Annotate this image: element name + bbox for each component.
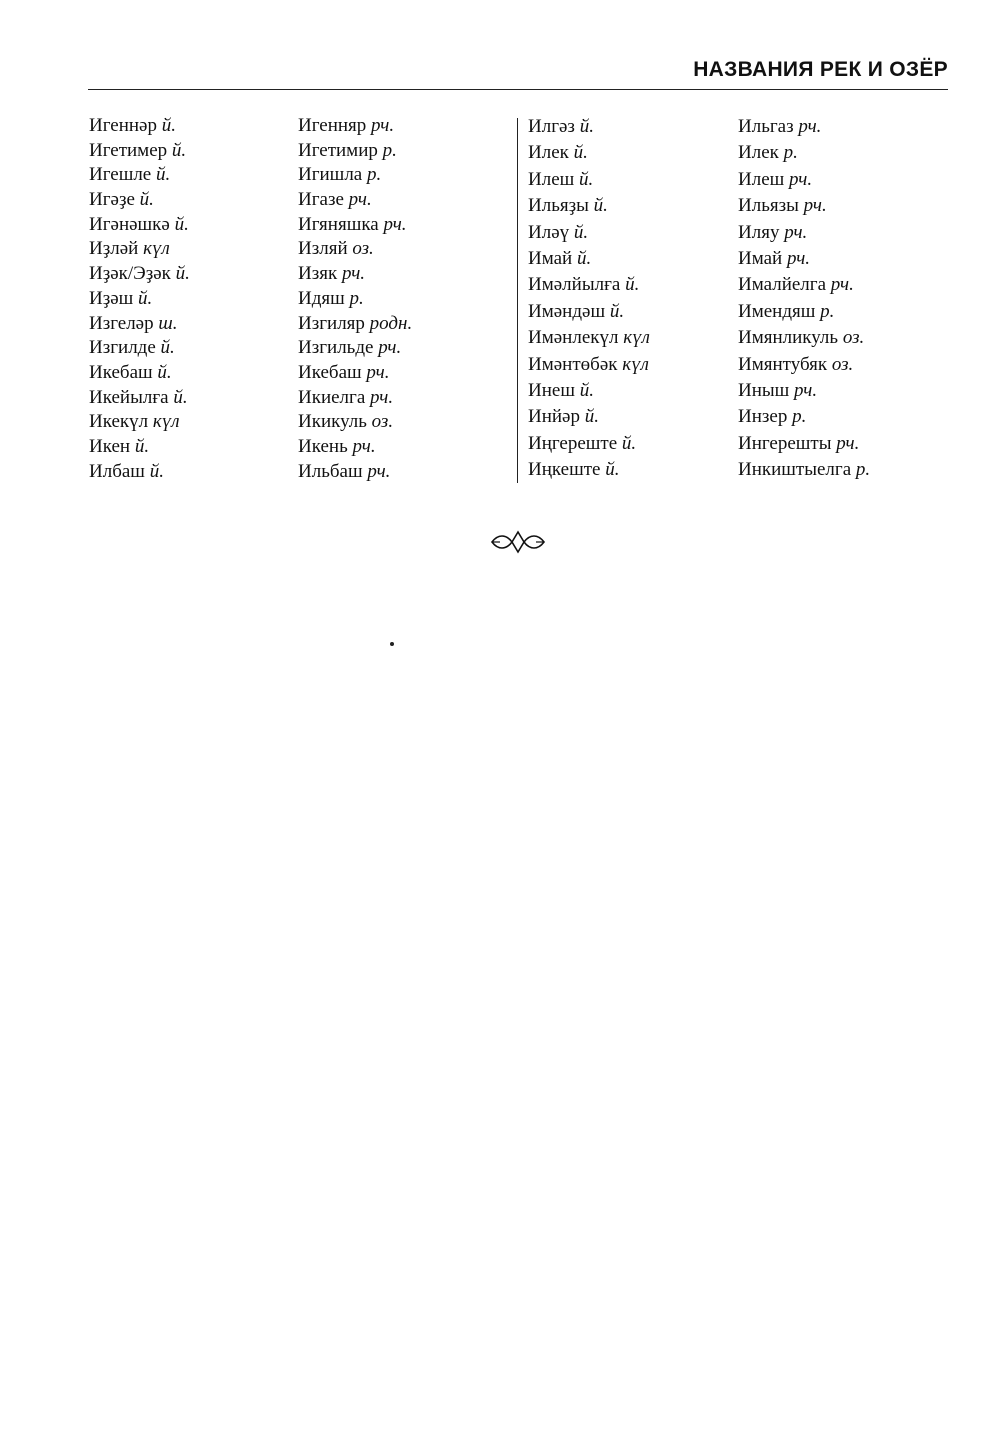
russian-type-abbr: рч.: [370, 386, 394, 408]
bashkir-type-abbr: й.: [573, 221, 589, 243]
bashkir-name: Имәнтөбәк: [528, 353, 618, 375]
bashkir-type-abbr: й.: [149, 460, 164, 482]
russian-type-abbr: р.: [820, 300, 835, 322]
bashkir-entry: [518, 378, 738, 404]
bashkir-name: Изгилде: [89, 337, 156, 359]
bashkir-entry: [89, 460, 298, 485]
russian-entry: [298, 460, 390, 485]
russian-name: Игяняшка: [298, 213, 379, 235]
bashkir-type-abbr: й.: [139, 189, 154, 211]
entry-row: [89, 460, 509, 485]
bashkir-type-abbr: й.: [576, 247, 592, 269]
bashkir-entry: [89, 312, 298, 337]
bashkir-type-abbr: й.: [605, 459, 620, 481]
bashkir-type-abbr: й.: [173, 386, 188, 408]
russian-name: Изляй: [298, 238, 348, 260]
entry-row: [518, 352, 948, 378]
bashkir-type-abbr: й.: [138, 287, 153, 309]
entry-row: [518, 220, 948, 246]
bashkir-entry: [89, 287, 298, 312]
russian-entry: [298, 188, 372, 213]
entry-row: [518, 431, 948, 457]
russian-type-abbr: рч.: [798, 116, 822, 137]
russian-name: Игетимир: [298, 139, 378, 161]
russian-name: Игишла: [298, 164, 363, 186]
bashkir-name: Игәнәшкә: [89, 213, 170, 235]
russian-type-abbr: р.: [349, 287, 364, 309]
russian-type-abbr: оз.: [371, 411, 394, 433]
bashkir-entry: [89, 361, 298, 386]
russian-name: Икикуль: [298, 411, 367, 433]
bashkir-entry: [518, 404, 738, 430]
bashkir-type-abbr: й.: [134, 435, 150, 457]
bashkir-entry: [518, 246, 738, 272]
russian-entry: [738, 457, 870, 483]
bashkir-name: Икекүл: [89, 411, 149, 433]
entry-row: [518, 325, 948, 351]
russian-entry: [298, 139, 397, 164]
russian-type-abbr: р.: [855, 459, 871, 481]
russian-name: Инзер: [738, 406, 788, 428]
russian-name: Игазе: [298, 189, 344, 211]
russian-type-abbr: оз.: [831, 353, 854, 375]
entry-row: [89, 410, 509, 435]
russian-entry: [298, 386, 393, 411]
bashkir-name: Инеш: [528, 379, 575, 401]
bashkir-name: Имәнлекүл: [528, 327, 619, 349]
entry-row: [89, 213, 509, 238]
bashkir-entry: [89, 386, 298, 411]
bashkir-name: Иңкеште: [528, 459, 601, 481]
russian-name: Иляу: [738, 221, 780, 243]
russian-entry: [298, 361, 389, 386]
russian-entry: [298, 114, 394, 139]
bashkir-type-abbr: күл: [143, 238, 170, 260]
bashkir-entry: [89, 410, 298, 435]
russian-type-abbr: рч.: [341, 263, 366, 285]
russian-entry: [738, 114, 821, 140]
bashkir-type-abbr: ш.: [158, 312, 178, 334]
stray-dot-mark: [390, 642, 394, 646]
entry-row: [89, 435, 509, 460]
russian-type-abbr: рч.: [367, 460, 391, 482]
bashkir-name: Игешле: [89, 164, 152, 186]
entry-row: [518, 404, 948, 430]
entry-row: [518, 272, 948, 298]
entry-row: [518, 378, 948, 404]
bashkir-name: Иңгереште: [528, 432, 618, 454]
bashkir-entry: [89, 237, 298, 262]
bashkir-entry: [89, 163, 298, 188]
russian-name: Имай: [738, 247, 783, 269]
entry-row: [518, 167, 948, 193]
bashkir-entry: [518, 272, 738, 298]
bashkir-name: Изгеләр: [89, 312, 154, 334]
russian-name: Илек: [738, 142, 779, 164]
bashkir-entry: [518, 140, 738, 166]
entry-row: [89, 287, 509, 312]
russian-entry: [298, 262, 365, 287]
russian-entry: [738, 299, 834, 325]
russian-entry: [298, 435, 376, 460]
russian-entry: [738, 378, 817, 404]
bashkir-type-abbr: й.: [579, 168, 594, 190]
bashkir-name: Ильяҙы: [528, 195, 589, 217]
bashkir-type-abbr: й.: [609, 300, 625, 322]
russian-type-abbr: рч.: [352, 435, 376, 457]
bashkir-entry: [89, 139, 298, 164]
bashkir-type-abbr: й.: [621, 432, 637, 454]
bashkir-type-abbr: й.: [584, 406, 599, 428]
bashkir-type-abbr: й.: [579, 116, 594, 137]
russian-type-abbr: рч.: [789, 168, 813, 190]
bashkir-type-abbr: күл: [152, 411, 180, 433]
bashkir-name: Иләү: [528, 221, 570, 243]
bashkir-name: Икен: [89, 435, 131, 457]
russian-type-abbr: оз.: [352, 238, 374, 260]
russian-type-abbr: рч.: [784, 221, 808, 243]
russian-entry: [298, 410, 393, 435]
fleuron-ornament-icon: [490, 530, 546, 554]
russian-name: Имянтубяк: [738, 353, 828, 375]
bashkir-type-abbr: й.: [593, 195, 608, 217]
russian-type-abbr: рч.: [794, 379, 818, 401]
russian-name: Изгильде: [298, 337, 374, 359]
entry-row: [89, 188, 509, 213]
entry-row: [89, 312, 509, 337]
running-header-title: НАЗВАНИЯ РЕК И ОЗЁР: [693, 58, 948, 81]
russian-name: Илеш: [738, 168, 785, 190]
russian-entry: [298, 287, 364, 312]
bashkir-entry: [518, 352, 738, 378]
entry-row: [89, 237, 509, 262]
entry-row: [518, 114, 948, 140]
russian-entry: [298, 163, 381, 188]
entry-row: [518, 457, 948, 483]
russian-entry: [738, 352, 853, 378]
bashkir-name: Инйәр: [528, 406, 580, 428]
russian-type-abbr: рч.: [371, 115, 395, 136]
entry-row: [518, 140, 948, 166]
bashkir-entry: [89, 435, 298, 460]
russian-type-abbr: р.: [382, 139, 397, 161]
bashkir-entry: [518, 114, 738, 140]
bashkir-name: Иҙәк/Эҙәк: [89, 263, 171, 285]
russian-name: Ильязы: [738, 195, 799, 217]
entry-row: [89, 336, 509, 361]
bashkir-name: Иҙләй: [89, 238, 139, 260]
russian-type-abbr: р.: [366, 164, 382, 186]
entry-row: [89, 262, 509, 287]
russian-entry: [298, 237, 374, 262]
bashkir-name: Илек: [528, 142, 569, 164]
bashkir-type-abbr: й.: [174, 213, 189, 235]
bashkir-name: Имәндәш: [528, 300, 606, 322]
russian-name: Икень: [298, 435, 348, 457]
russian-name: Иныш: [738, 379, 790, 401]
bashkir-entry: [518, 220, 738, 246]
russian-name: Ималйелга: [738, 274, 827, 296]
russian-name: Икебаш: [298, 361, 362, 383]
header-rule: [88, 89, 948, 90]
bashkir-entry: [89, 336, 298, 361]
russian-name: Изгиляр: [298, 312, 365, 334]
russian-type-abbr: рч.: [366, 361, 390, 383]
russian-type-abbr: рч.: [348, 189, 372, 211]
entry-row: [518, 193, 948, 219]
bashkir-entry: [89, 213, 298, 238]
bashkir-type-abbr: й.: [171, 139, 187, 161]
russian-type-abbr: р.: [783, 142, 798, 164]
bashkir-type-abbr: й.: [625, 274, 640, 296]
entry-row: [89, 361, 509, 386]
entry-row: [518, 246, 948, 272]
entry-row: [89, 386, 509, 411]
russian-entry: [738, 140, 798, 166]
bashkir-type-abbr: й.: [573, 142, 588, 164]
russian-entry: [738, 431, 859, 457]
bashkir-type-abbr: күл: [623, 327, 650, 349]
bashkir-entry: [518, 299, 738, 325]
bashkir-type-abbr: й.: [161, 115, 176, 136]
bashkir-entry: [518, 167, 738, 193]
bashkir-type-abbr: й.: [157, 361, 172, 383]
bashkir-name: Игетимер: [89, 139, 168, 161]
bashkir-entry: [518, 431, 738, 457]
russian-name: Ингерешты: [738, 432, 832, 454]
bashkir-type-abbr: й.: [156, 164, 171, 186]
russian-entry: [738, 325, 864, 351]
russian-entry: [738, 193, 827, 219]
russian-type-abbr: оз.: [842, 327, 865, 349]
bashkir-name: Игеннәр: [89, 115, 157, 136]
russian-name: Ильгаз: [738, 116, 794, 137]
left-column-block: [89, 114, 509, 484]
bashkir-name: Илбаш: [89, 460, 145, 482]
bashkir-entry: [89, 262, 298, 287]
russian-name: Икиелга: [298, 386, 366, 408]
entry-row: [89, 163, 509, 188]
russian-name: Имянликуль: [738, 327, 839, 349]
bashkir-entry: [89, 114, 298, 139]
russian-name: Инкиштыелга: [738, 459, 852, 481]
russian-entry: [298, 213, 407, 238]
bashkir-name: Икейылға: [89, 386, 169, 408]
russian-name: Изяк: [298, 263, 338, 285]
russian-type-abbr: р.: [792, 406, 807, 428]
russian-name: Ильбаш: [298, 460, 363, 482]
russian-name: Идяш: [298, 287, 345, 309]
bashkir-name: Илеш: [528, 168, 575, 190]
russian-entry: [738, 404, 806, 430]
bashkir-type-abbr: й.: [160, 337, 175, 359]
bashkir-name: Иҙәш: [89, 287, 134, 309]
bashkir-type-abbr: күл: [622, 353, 649, 375]
russian-type-abbr: рч.: [830, 274, 854, 296]
bashkir-name: Игәҙе: [89, 189, 135, 211]
russian-name: Имендяш: [738, 300, 816, 322]
bashkir-entry: [518, 457, 738, 483]
entry-row: [89, 139, 509, 164]
bashkir-name: Имәлйылға: [528, 274, 621, 296]
russian-entry: [738, 167, 812, 193]
russian-entry: [298, 336, 401, 361]
russian-type-abbr: рч.: [803, 195, 827, 217]
russian-entry: [738, 246, 810, 272]
bashkir-name: Имай: [528, 247, 573, 269]
bashkir-type-abbr: й.: [579, 379, 594, 401]
russian-entry: [738, 272, 854, 298]
russian-type-abbr: рч.: [786, 247, 811, 269]
russian-type-abbr: рч.: [378, 337, 402, 359]
entry-row: [89, 114, 509, 139]
bashkir-type-abbr: й.: [175, 263, 190, 285]
bashkir-name: Илгәз: [528, 116, 575, 137]
russian-type-abbr: рч.: [383, 213, 407, 235]
right-column-block: [518, 114, 948, 483]
russian-entry: [298, 312, 412, 337]
russian-name: Игенняр: [298, 115, 367, 136]
russian-type-abbr: рч.: [836, 432, 860, 454]
russian-entry: [738, 220, 807, 246]
bashkir-entry: [518, 325, 738, 351]
bashkir-name: Икебаш: [89, 361, 153, 383]
russian-type-abbr: родн.: [369, 312, 413, 334]
bashkir-entry: [89, 188, 298, 213]
bashkir-entry: [518, 193, 738, 219]
entry-row: [518, 299, 948, 325]
